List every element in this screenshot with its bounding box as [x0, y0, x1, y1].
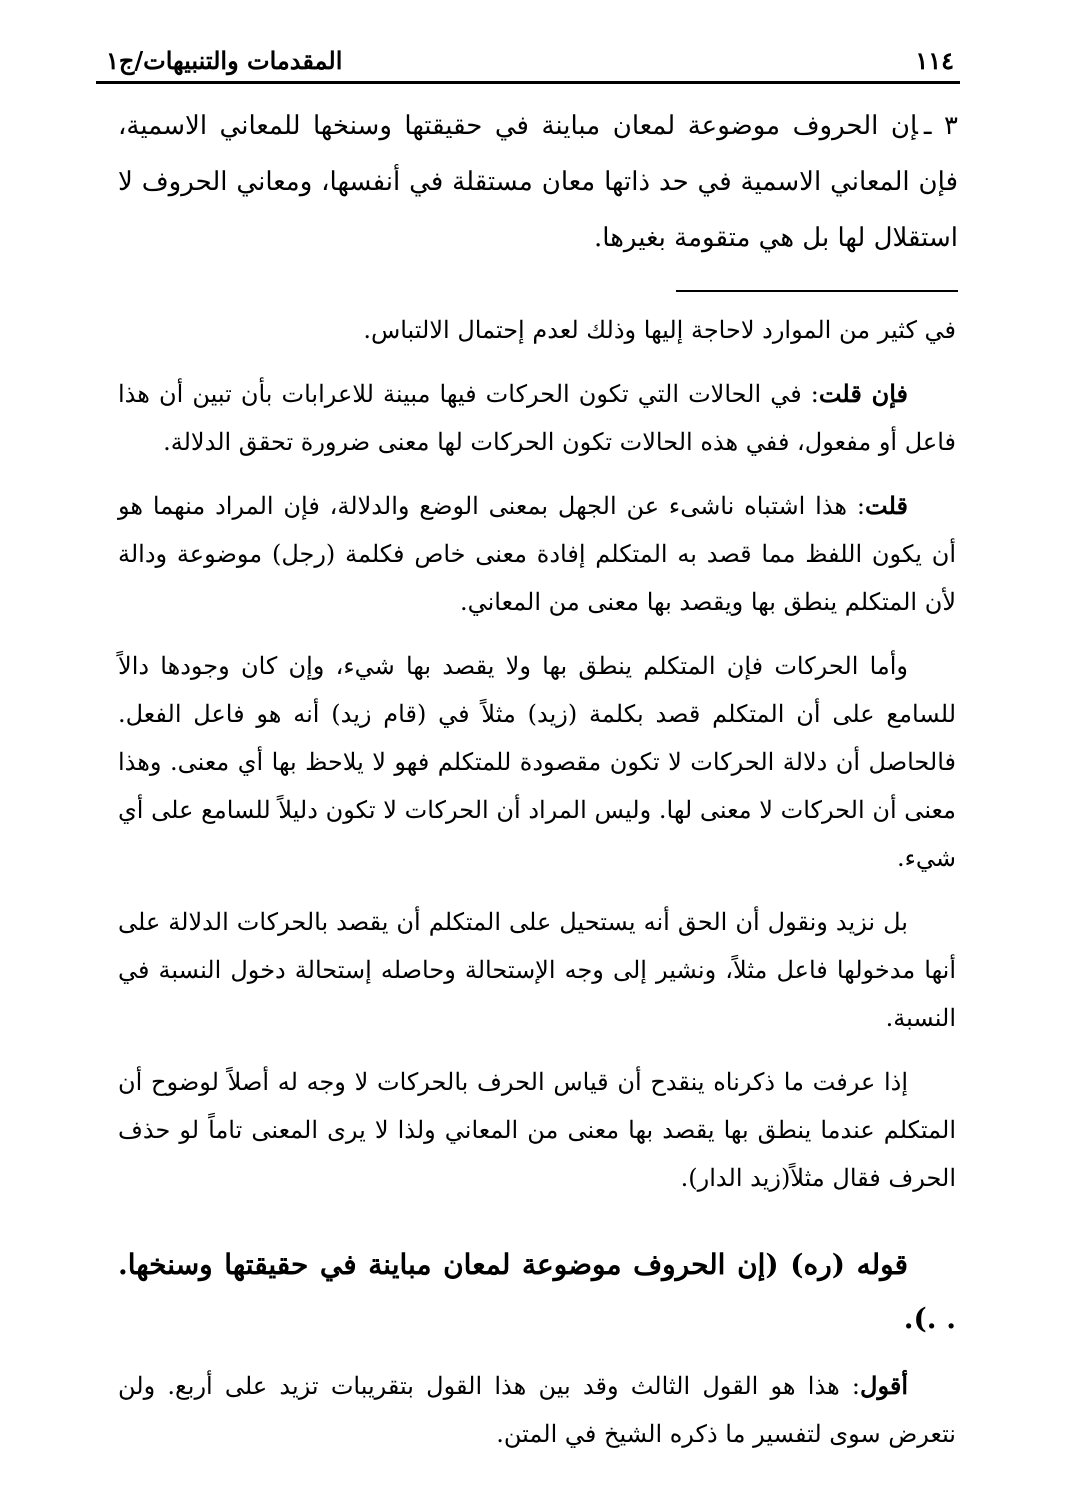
reply-paragraph	[118, 482, 956, 626]
objection-label: فإن قلت	[818, 379, 908, 408]
continuation-paragraph: في كثير من الموارد لاحاجة إليها وذلك لعدم إحتمال الالتباس.	[363, 316, 956, 344]
commentary-section	[118, 306, 956, 1474]
answer-label: أقول	[860, 1371, 908, 1400]
item-number: ٣ ـ	[923, 111, 959, 141]
answer-paragraph	[118, 1362, 956, 1458]
addition-paragraph: بل نزيد ونقول أن الحق أنه يستحيل على المتكلم أن يقصد بالحركات الدلالة على أنها مدخولها فاعل مثلاً، ونشير إلى وجه الإستحالة وحاصله إستحالة دخول النسبة في النسبة.	[118, 908, 956, 1032]
running-title: المقدمات والتنبيهات/ج١	[106, 46, 343, 75]
movements-paragraph: وأما الحركات فإن المتكلم ينطق بها ولا يقصد بها شيء، وإن كان وجودها دالاً للسامع على أن المتكلم قصد بكلمة (زيد) مثلاً في (قام زيد) أنه هو فاعل الفعل. فالحاصل أن دلالة الحركات لا تكون مقصودة للمتكلم فهو لا يلاحظ بها أي معنى. وهذا معنى أن الحركات لا معنى لها. وليس المراد أن الحركات لا تكون دليلاً للسامع على أي شيء.	[118, 652, 956, 872]
page-number: ١١٤	[915, 46, 954, 75]
separator-rule	[676, 290, 958, 292]
main-text-item	[118, 98, 958, 266]
conclusion-paragraph: إذا عرفت ما ذكرناه ينقدح أن قياس الحرف بالحركات لا وجه له أصلاً لوضوح أن المتكلم عندما ينطق بها يقصد بها معنى من المعاني ولذا لا يرى المعنى تاماً لو حذف الحرف فقال مثلاً(زيد الدار).	[118, 1068, 956, 1192]
answer-text: : هذا هو القول الثالث وقد بين هذا القول بتقريبات تزيد على أربع. ولن نتعرض سوى لتفسير ما ذكره الشيخ في المتن.	[118, 1372, 956, 1448]
objection-text: : في الحالات التي تكون الحركات فيها مبينة للاعرابات بأن تبين أن هذا فاعل أو مفعول، ففي هذه الحالات تكون الحركات لها معنى ضرورة تحقق الدلالة.	[118, 380, 956, 456]
header-rule	[96, 81, 960, 84]
page-header	[96, 40, 960, 84]
reply-label: قلت	[865, 491, 908, 520]
reply-text: : هذا اشتباه ناشىء عن الجهل بمعنى الوضع والدلالة، فإن المراد منهما هو أن يكون اللفظ مما قصد به المتكلم إفادة معنى خاص فكلمة (رجل) موضوعة ودالة لأن المتكلم ينطق بها ويقصد بها معنى من المعاني.	[118, 492, 956, 616]
main-text-body: إن الحروف موضوعة لمعان مباينة في حقيقتها وسنخها للمعاني الاسمية، فإن المعاني الاسمية في حد ذاتها معان مستقلة في أنفسها، ومعاني الحروف لا استقلال لها بل هي متقومة بغيرها.	[118, 111, 958, 253]
objection-paragraph	[118, 370, 956, 466]
quote-heading: قوله (ره) (إن الحروف موضوعة لمعان مباينة في حقيقتها وسنخها. . .).	[118, 1248, 956, 1335]
